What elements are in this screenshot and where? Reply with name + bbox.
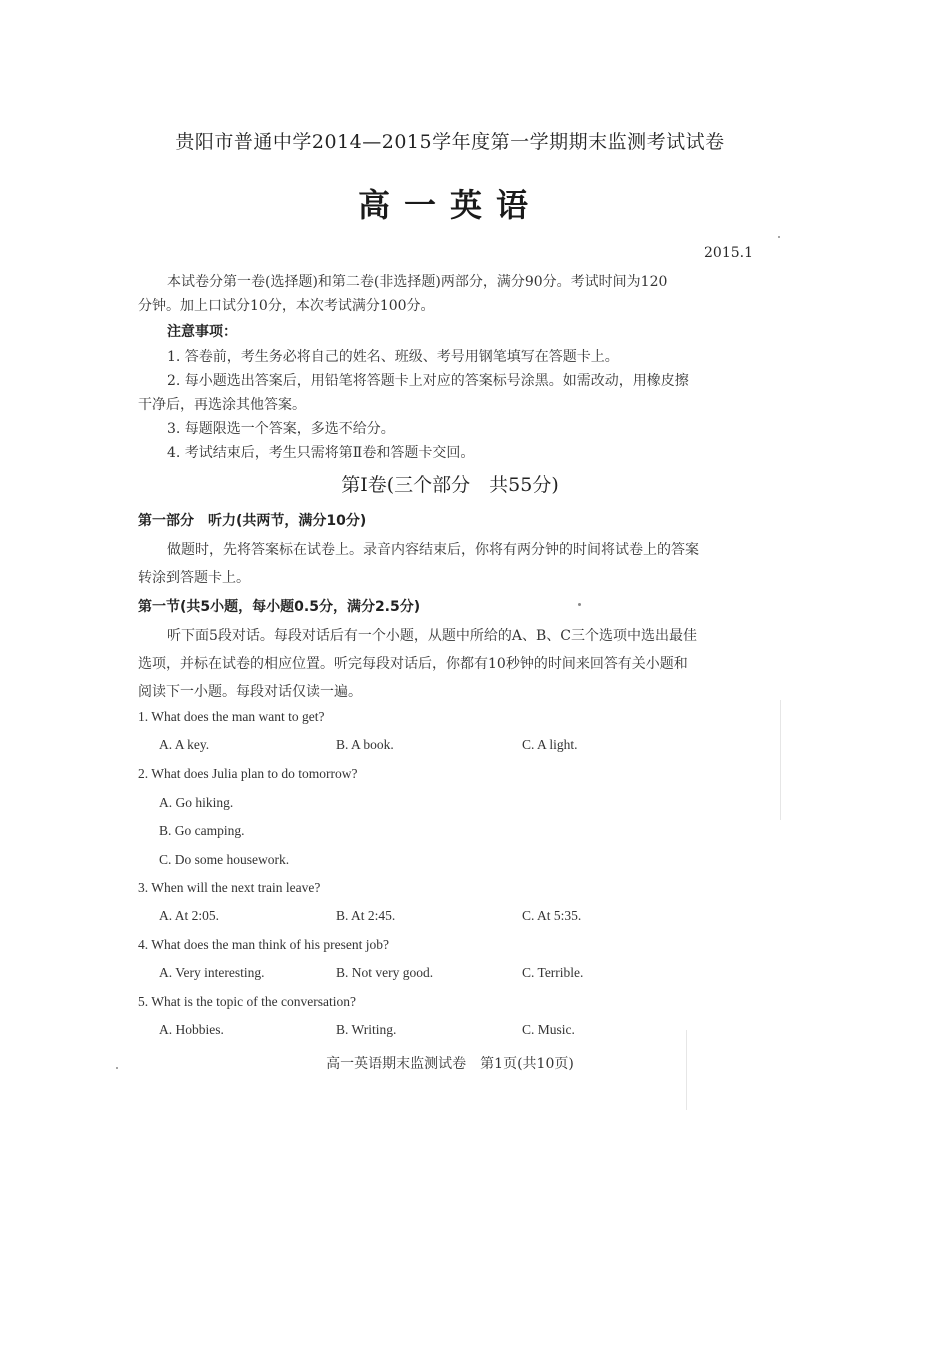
question-5-option-a: A. Hobbies. bbox=[159, 1022, 224, 1037]
question-3-option-a: A. At 2:05. bbox=[159, 908, 220, 923]
scan-speck bbox=[578, 603, 581, 606]
scan-edge-line bbox=[780, 700, 781, 820]
question-3-option-c: C. At 5:35. bbox=[522, 908, 582, 923]
question-2-option-c: C. Do some housework. bbox=[159, 852, 290, 867]
volume-title: 第Ⅰ卷(三个部分 共55分) bbox=[341, 474, 559, 496]
notice-item-2: 2. 每小题选出答案后，用铅笔将答题卡上对应的答案标号涂黑。如需改动，用橡皮擦 bbox=[167, 373, 689, 389]
part1-instruction-line-2: 转涂到答题卡上。 bbox=[138, 570, 250, 586]
exam-date: 2015.1 bbox=[704, 245, 753, 261]
question-1-option-c: C. A light. bbox=[522, 737, 578, 752]
part1-instruction-line-1: 做题时，先将答案标在试卷上。录音内容结束后，你将有两分钟的时间将试卷上的答案 bbox=[167, 542, 699, 558]
question-5-option-b: B. Writing. bbox=[336, 1022, 397, 1037]
question-3-stem: 3. When will the next train leave? bbox=[138, 880, 321, 895]
exam-header-title: 贵阳市普通中学2014—2015学年度第一学期期末监测考试试卷 bbox=[175, 131, 725, 153]
section1-heading: 第一节(共5小题，每小题0.5分，满分2.5分) bbox=[138, 599, 421, 615]
section1-instruction-line-3: 阅读下一小题。每段对话仅读一遍。 bbox=[138, 684, 362, 700]
section1-instruction-line-1: 听下面5段对话。每段对话后有一个小题，从题中所给的A、B、C三个选项中选出最佳 bbox=[167, 628, 698, 644]
question-4-option-a: A. Very interesting. bbox=[159, 965, 265, 980]
question-2-option-a: A. Go hiking. bbox=[159, 795, 234, 810]
notice-item-2-continued: 干净后，再选涂其他答案。 bbox=[138, 397, 306, 413]
notice-item-4: 4. 考试结束后，考生只需将第Ⅱ卷和答题卡交回。 bbox=[167, 445, 475, 461]
question-1-stem: 1. What does the man want to get? bbox=[138, 709, 325, 724]
question-3-option-b: B. At 2:45. bbox=[336, 908, 396, 923]
subject-title: 高一英语 bbox=[357, 186, 542, 224]
section1-instruction-line-2: 选项，并标在试卷的相应位置。听完每段对话后，你都有10秒钟的时间来回答有关小题和 bbox=[138, 656, 688, 672]
scan-speck bbox=[778, 236, 780, 238]
question-4-option-c: C. Terrible. bbox=[522, 965, 584, 980]
question-4-option-b: B. Not very good. bbox=[336, 965, 434, 980]
question-2-stem: 2. What does Julia plan to do tomorrow? bbox=[138, 766, 358, 781]
question-4-stem: 4. What does the man think of his present job? bbox=[138, 937, 389, 952]
notice-item-3: 3. 每题限选一个答案，多选不给分。 bbox=[167, 421, 395, 437]
question-1-option-b: B. A book. bbox=[336, 737, 394, 752]
scan-speck bbox=[116, 1067, 118, 1069]
question-5-option-c: C. Music. bbox=[522, 1022, 575, 1037]
notice-title: 注意事项： bbox=[167, 324, 237, 340]
page-footer: 高一英语期末监测试卷 第1页(共10页) bbox=[326, 1056, 574, 1072]
intro-line-2: 分钟。加上口试分10分，本次考试满分100分。 bbox=[138, 298, 435, 314]
intro-line-1: 本试卷分第一卷(选择题)和第二卷(非选择题)两部分，满分90分。考试时间为120 bbox=[167, 274, 668, 290]
question-5-stem: 5. What is the topic of the conversation? bbox=[138, 994, 356, 1009]
question-1-option-a: A. A key. bbox=[159, 737, 210, 752]
part1-heading: 第一部分 听力(共两节，满分10分) bbox=[138, 513, 367, 529]
scan-edge-line bbox=[686, 1030, 687, 1110]
question-2-option-b: B. Go camping. bbox=[159, 823, 245, 838]
notice-item-1: 1. 答卷前，考生务必将自己的姓名、班级、考号用钢笔填写在答题卡上。 bbox=[167, 349, 619, 365]
